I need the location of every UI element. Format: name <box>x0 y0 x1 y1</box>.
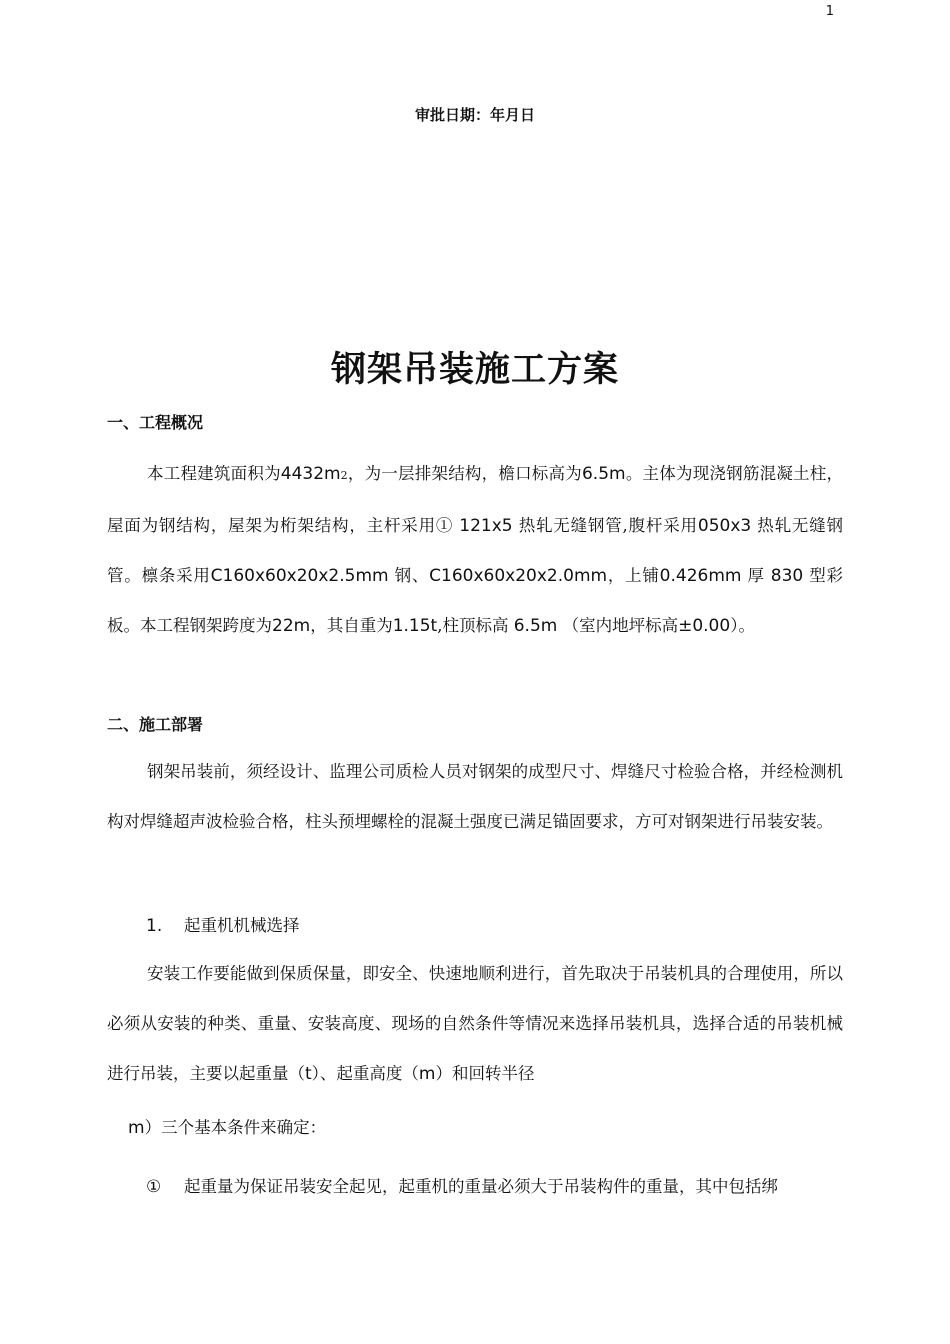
section-heading-deployment: 二、施工部署 <box>107 715 204 734</box>
approval-date-line: 审批日期：年月日 <box>414 106 535 124</box>
list-marker: 1. <box>146 916 163 936</box>
list-item-text: 起重机机械选择 <box>184 916 300 935</box>
page-number: 1 <box>825 4 834 19</box>
document-title: 钢架吊装施工方案 <box>330 349 619 390</box>
list-marker: ① <box>146 1177 162 1197</box>
list-item-text: 起重量为保证吊装安全起见，起重机的重量必须大于吊装构件的重量，其中包括绑 <box>184 1177 778 1196</box>
paragraph-crane-selection: 安装工作要能做到保质保量，即安全、快速地顺利进行，首先取决于吊装机具的合理使用，所以必须从安装的种类、重量、安装高度、现场的自然条件等情况来选择吊装机具，选择合适的吊装机械进行吊装，主要以起重量（t）、起重高度（m）和回转半径 <box>107 964 843 1084</box>
paragraph-project-overview: 本工程建筑面积为4432m2，为一层排架结构，檐口标高为6.5m。主体为现浇钢筋混凝土柱，屋面为钢结构，屋架为桁架结构，主杆采用① 121x5 热轧无缝钢管,腹杆采用050x3 热轧无缝钢管。檩条采用C160x60x20x2.5mm 钢、C160x60x20x2.0mm，上铺0.426mm 厚 830 型彩板。本工程钢架跨度为22m，其自重为1.15t,柱顶标高 6.5m （室内地坪标高±0.00）。 <box>107 464 844 636</box>
list-item-lifting-capacity <box>146 1173 778 1197</box>
section-heading-overview: 一、工程概况 <box>107 413 204 432</box>
paragraph-continuation: m）三个基本条件来确定： <box>128 1118 327 1138</box>
list-item-crane-selection <box>146 912 300 936</box>
paragraph-deployment: 钢架吊装前，须经设计、监理公司质检人员对钢架的成型尺寸、焊缝尺寸检验合格，并经检测机构对焊缝超声波检验合格，柱头预埋螺栓的混凝土强度已满足锚固要求，方可对钢架进行吊装安装。 <box>107 762 843 831</box>
